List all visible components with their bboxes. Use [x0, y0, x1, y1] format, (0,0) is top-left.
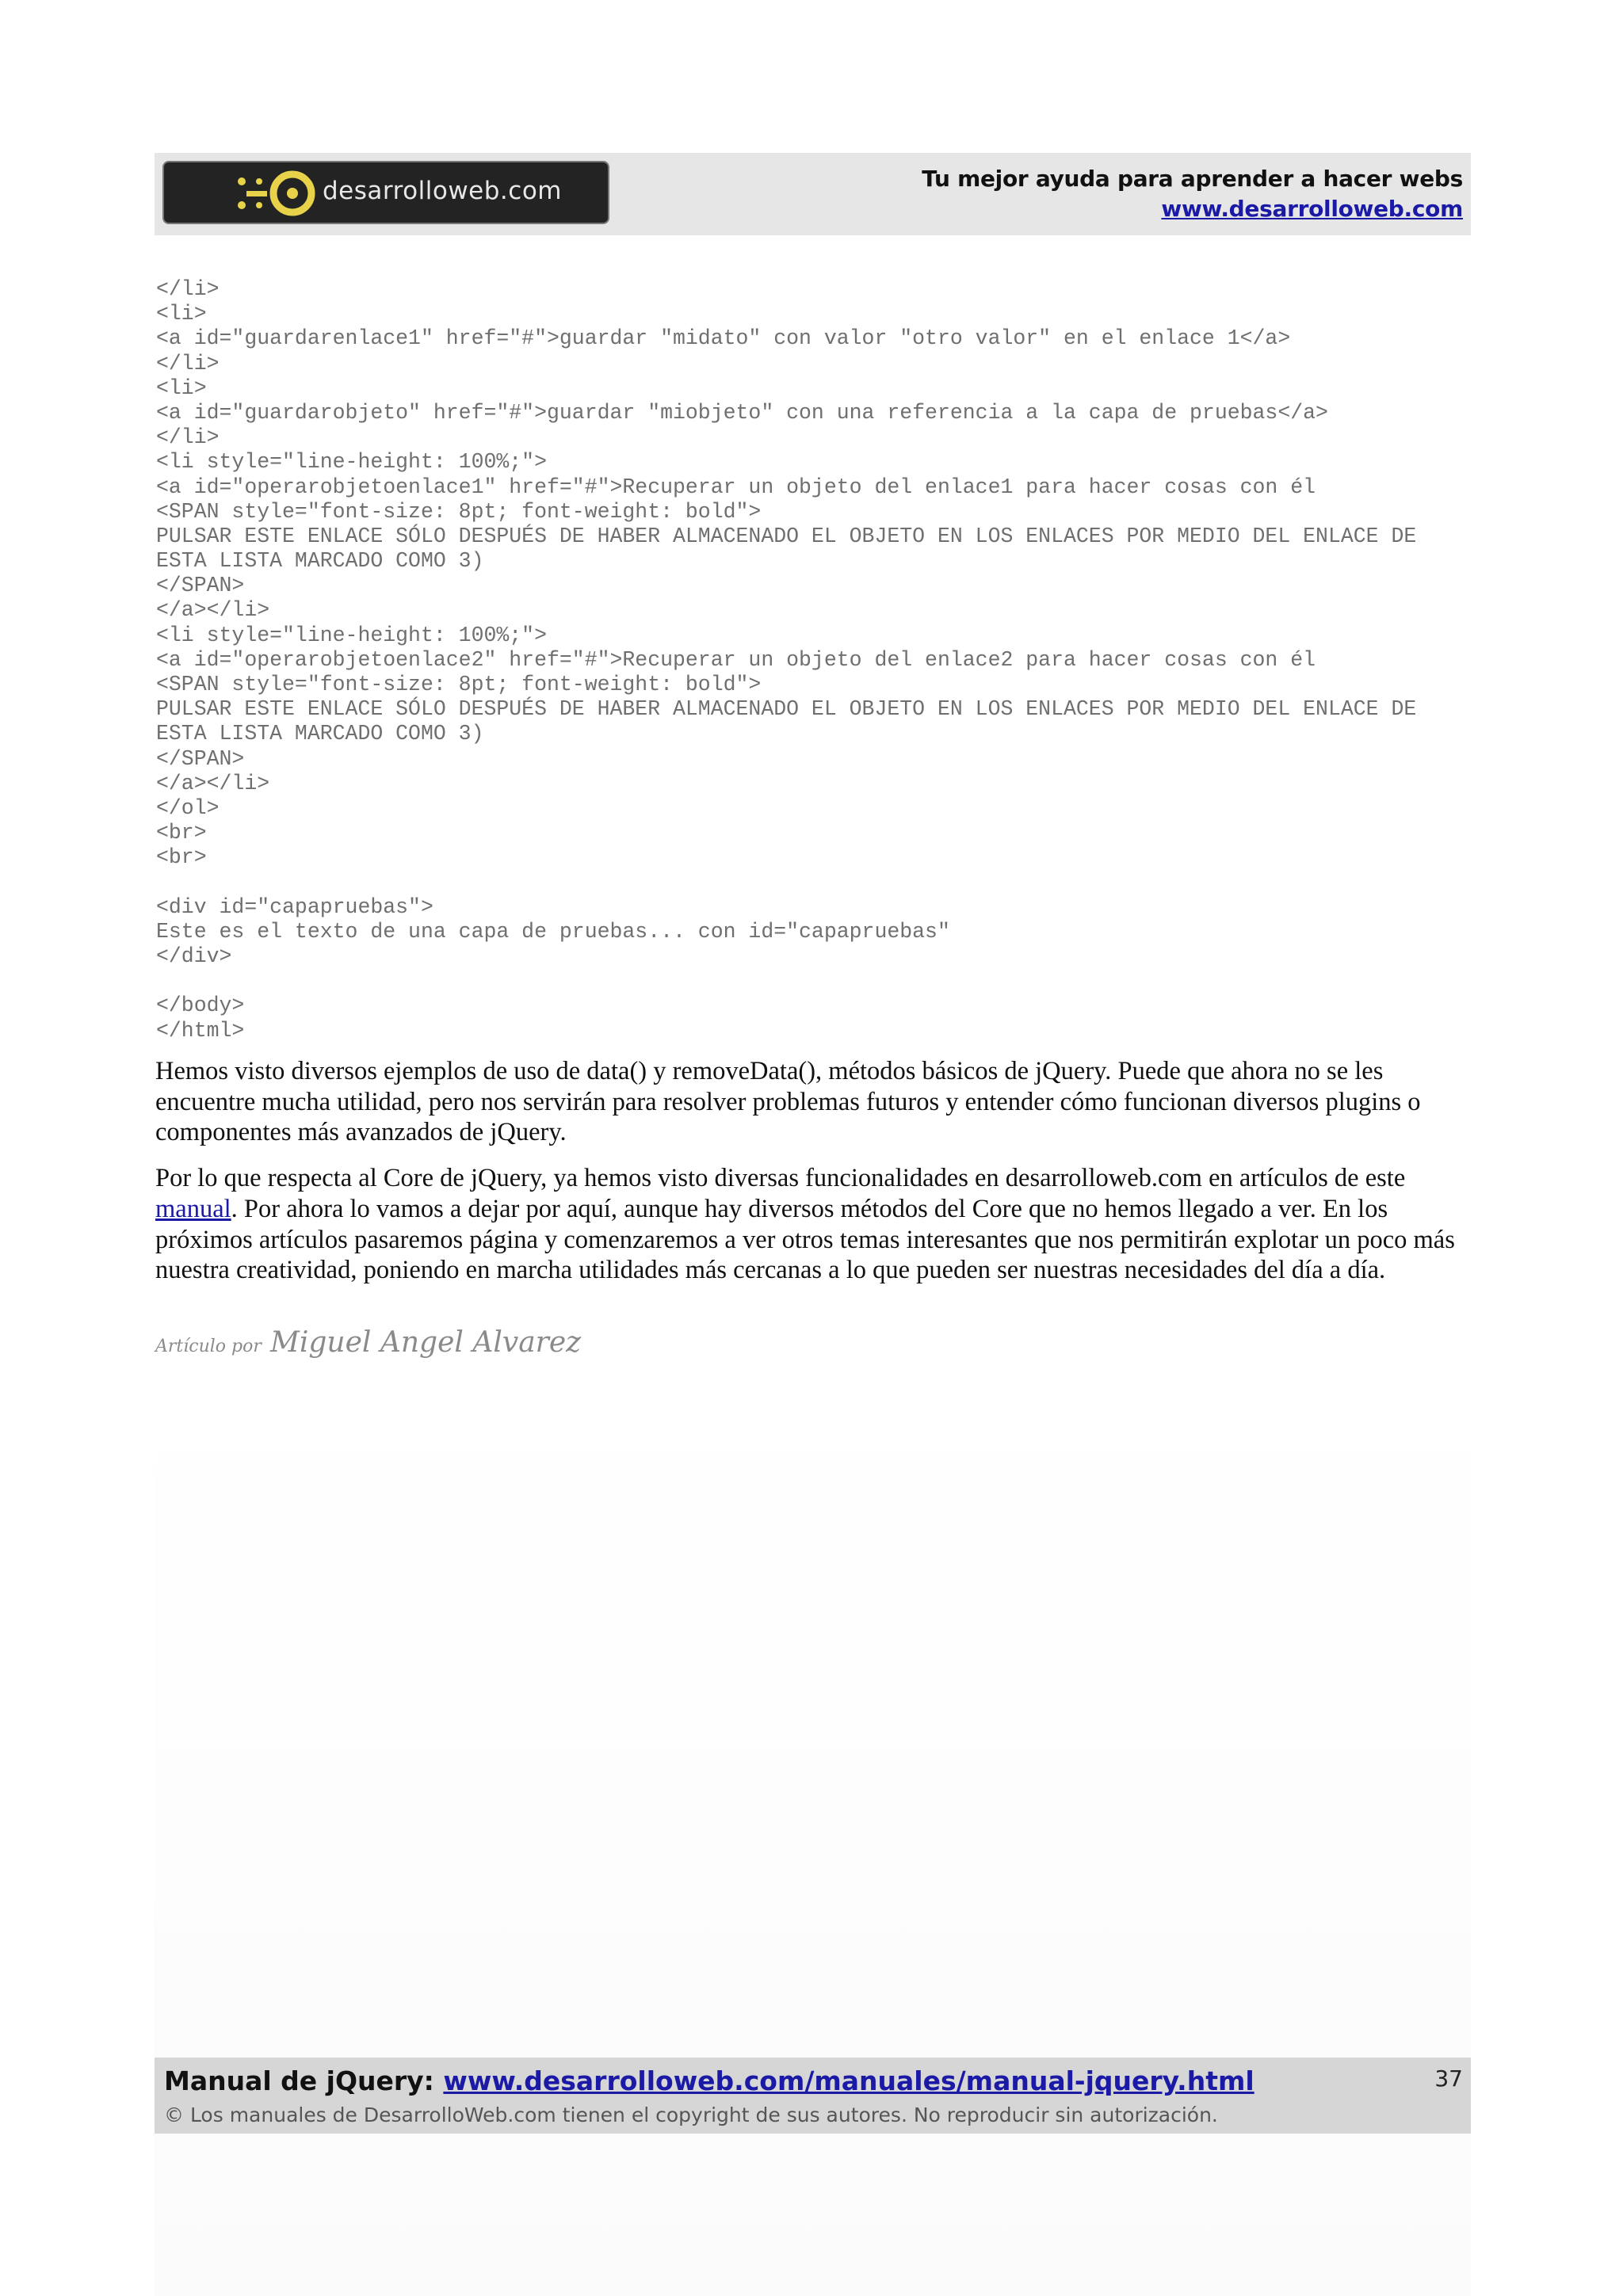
- page-shade: [155, 1371, 1471, 2296]
- code-line: [156, 871, 1476, 895]
- code-line: </a></li>: [156, 771, 270, 795]
- page-footer: [155, 2058, 1471, 2134]
- code-line: </li>: [156, 351, 220, 376]
- code-line: </SPAN>: [156, 746, 245, 771]
- footer-title-text: Manual de jQuery:: [164, 2065, 444, 2096]
- code-line: [156, 969, 1476, 994]
- page-number: 37: [1434, 2065, 1463, 2092]
- code-line: <a id="guardarenlace1" href="#">guardar "midato" con valor "otro valor" en el enlace 1</a>: [156, 326, 1291, 351]
- code-line: <br>: [156, 845, 207, 870]
- code-line: ESTA LISTA MARCADO COMO 3): [156, 722, 484, 746]
- article-body: [155, 1056, 1476, 1301]
- code-listing: [156, 277, 1476, 1043]
- author-prefix: Artículo por: [155, 1337, 262, 1356]
- code-line: <li>: [156, 376, 207, 400]
- code-line: PULSAR ESTE ENLACE SÓLO DESPUÉS DE HABER ALMACENADO EL OBJETO EN LOS ENLACES POR MEDIO DEL ENLACE DE: [156, 524, 1417, 548]
- code-line: <a id="operarobjetoenlace1" href="#">Recuperar un objeto del enlace1 para hacer cosas con él: [156, 475, 1316, 499]
- author-name: Miguel Angel Alvarez: [269, 1326, 582, 1359]
- page-header: [155, 153, 1471, 235]
- footer-title: [164, 2065, 1254, 2096]
- code-line: <SPAN style="font-size: 8pt; font-weight: bold">: [156, 499, 762, 524]
- code-line: <a id="guardarobjeto" href="#">guardar "miobjeto" con una referencia a la capa de pruebas</a>: [156, 400, 1328, 425]
- code-line: <div id="capapruebas">: [156, 894, 433, 919]
- paragraph-2-start: Por lo que respecta al Core de jQuery, ya hemos visto diversas funcionalidades en desarrolloweb.com en artículos de este: [155, 1164, 1406, 1193]
- code-line: </SPAN>: [156, 574, 245, 598]
- header-tagline: [922, 164, 1463, 224]
- code-line: ESTA LISTA MARCADO COMO 3): [156, 549, 484, 574]
- code-line: <SPAN style="font-size: 8pt; font-weight: bold">: [156, 673, 762, 696]
- code-line: Este es el texto de una capa de pruebas... con id="capapruebas": [156, 919, 950, 944]
- manual-link[interactable]: manual: [155, 1194, 231, 1223]
- code-line: </a></li>: [156, 598, 270, 623]
- code-line: </ol>: [156, 795, 220, 820]
- footer-copyright: © Los manuales de DesarrolloWeb.com tienen el copyright de sus autores. No reproducir sin autorización.: [164, 2103, 1218, 2126]
- code-line: <a id="operarobjetoenlace2" href="#">Recuperar un objeto del enlace2 para hacer cosas con él: [156, 647, 1316, 672]
- paragraph-2: [155, 1163, 1476, 1286]
- code-line: </body>: [156, 994, 245, 1018]
- code-line: PULSAR ESTE ENLACE SÓLO DESPUÉS DE HABER ALMACENADO EL OBJETO EN LOS ENLACES POR MEDIO DEL ENLACE DE: [156, 697, 1417, 722]
- code-line: <li style="line-height: 100%;">: [156, 623, 547, 647]
- paragraph-2-end: . Por ahora lo vamos a dejar por aquí, aunque hay diversos métodos del Core que no hemos llegado a ver. En los próximos artículos pasaremos página y comenzaremos a ver otros temas interesantes que nos permitirán explotar un poco más nuestra creatividad, poniendo en marcha utilidades más cercanas a lo que pueden ser nuestras necesidades del día a día.: [155, 1194, 1455, 1285]
- logo-mark-icon: [235, 170, 323, 216]
- code-line: </html>: [156, 1018, 245, 1043]
- author-signature: [155, 1326, 581, 1359]
- code-line: </li>: [156, 277, 220, 301]
- logo-text: desarrolloweb.com: [323, 177, 562, 205]
- footer-manual-link[interactable]: www.desarrolloweb.com/manuales/manual-jquery.html: [443, 2065, 1254, 2096]
- code-line: <br>: [156, 821, 207, 845]
- code-line: </li>: [156, 425, 220, 450]
- paragraph-1: Hemos visto diversos ejemplos de uso de data() y removeData(), métodos básicos de jQuery. Puede que ahora no se les encuentre mucha utilidad, pero nos servirán para resolver problemas futuros y entender cómo funcionan diversos plugins o componentes más avanzados de jQuery.: [155, 1057, 1421, 1147]
- code-line: <li style="line-height: 100%;">: [156, 450, 547, 475]
- code-line: <li>: [156, 302, 207, 326]
- site-logo[interactable]: [162, 161, 609, 224]
- tagline-text: Tu mejor ayuda para aprender a hacer webs: [922, 166, 1463, 192]
- site-link[interactable]: www.desarrolloweb.com: [1161, 196, 1463, 222]
- code-line: </div>: [156, 944, 232, 969]
